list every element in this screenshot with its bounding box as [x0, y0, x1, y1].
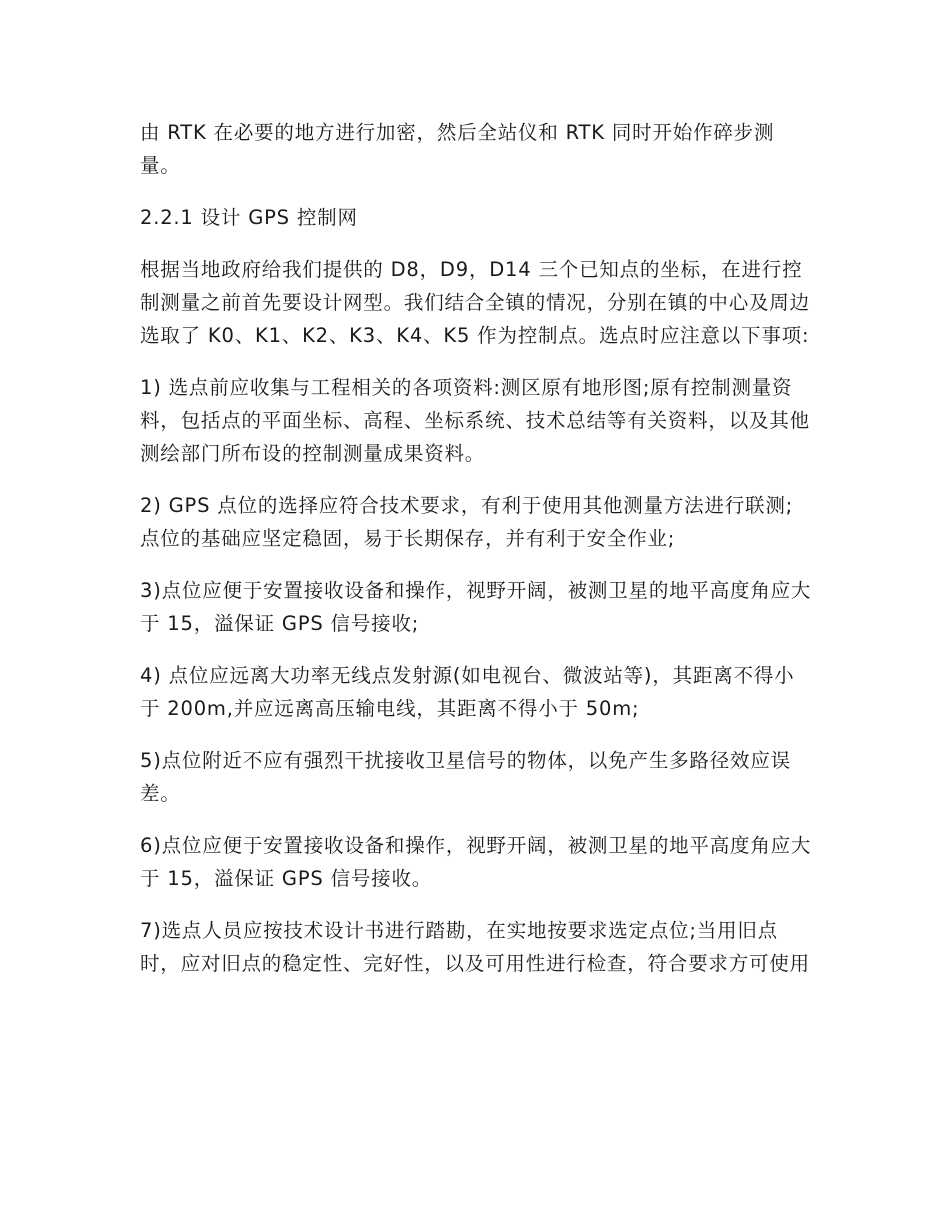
paragraph-overview: 根据当地政府给我们提供的 D8，D9，D14 三个已知点的坐标，在进行控制测量之前首先要设计网型。我们结合全镇的情况，分别在镇的中心及周边选取了 K0、K1、K2、K3、K4、K5 作为控制点。选点时应注意以下事项:	[140, 258, 810, 347]
list-item-4: 4) 点位应远离大功率无线点发射源(如电视台、微波站等)，其距离不得小于 200m,并应远离高压输电线，其距离不得小于 50m;	[140, 664, 795, 720]
list-item-1: 1) 选点前应收集与工程相关的各项资料:测区原有地形图;原有控制测量资料，包括点的平面坐标、高程、坐标系统、技术总结等有关资料，以及其他测绘部门所布设的控制测量成果资料。	[140, 376, 810, 465]
document-body	[140, 116, 812, 999]
list-item-3: 3)点位应便于安置接收设备和操作，视野开阔，被测卫星的地平高度角应大于 15，溢保证 GPS 信号接收;	[140, 579, 812, 635]
section-heading: 2.2.1 设计 GPS 控制网	[140, 206, 358, 229]
list-item-2: 2) GPS 点位的选择应符合技术要求，有利于使用其他测量方法进行联测;点位的基础应坚定稳固，易于长期保存，并有利于安全作业;	[140, 494, 794, 550]
list-item-7: 7)选点人员应按技术设计书进行踏勘，在实地按要求选定点位;当用旧点时，应对旧点的稳定性、完好性，以及可用性进行检查，符合要求方可使用	[140, 919, 810, 975]
list-item-6: 6)点位应便于安置接收设备和操作，视野开阔，被测卫星的地平高度角应大于 15，溢保证 GPS 信号接收。	[140, 834, 812, 890]
list-item-5: 5)点位附近不应有强烈干扰接收卫星信号的物体，以免产生多路径效应误差。	[140, 749, 791, 805]
paragraph-intro: 由 RTK 在必要的地方进行加密，然后全站仪和 RTK 同时开始作碎步测量。	[140, 121, 775, 177]
